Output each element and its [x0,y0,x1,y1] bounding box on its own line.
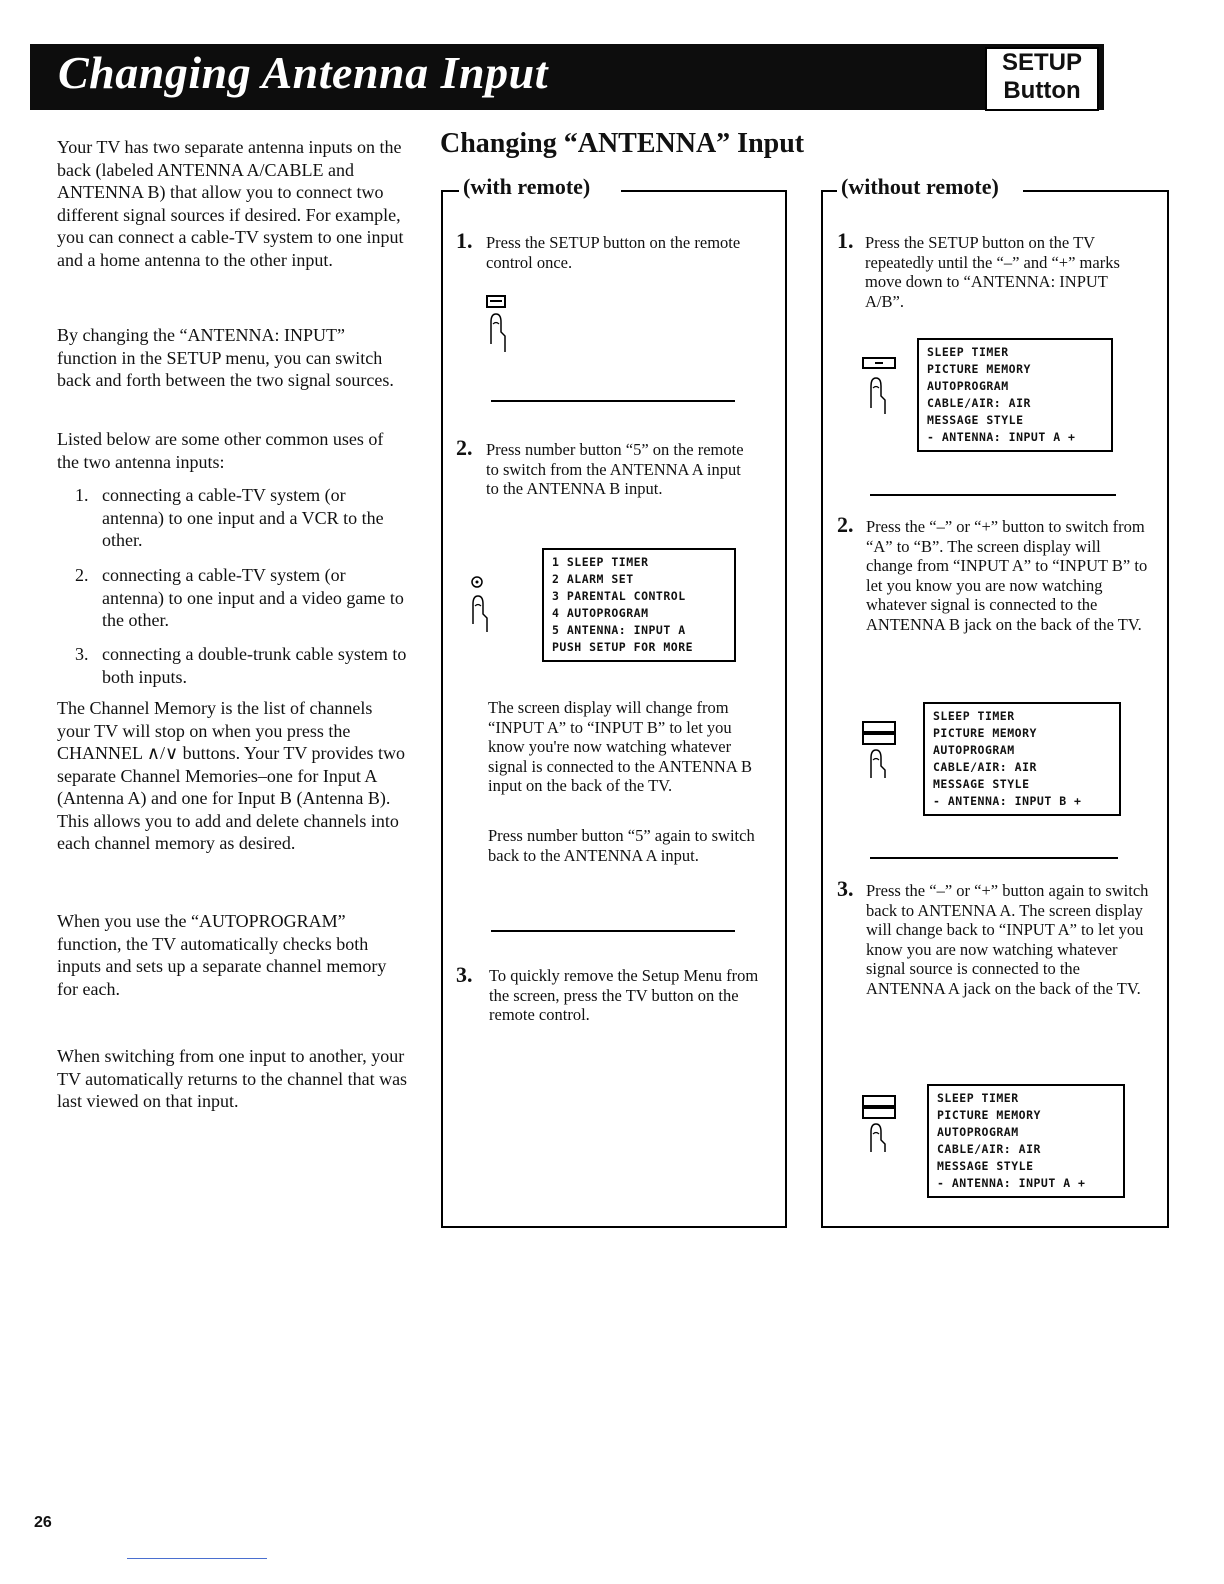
menu-line: PICTURE MEMORY [937,1108,1041,1122]
menu-line: 5 ANTENNA: INPUT A [552,623,686,637]
with-remote-panel [441,174,787,1228]
list-text: connecting a double-trunk cable system to both inputs. [102,644,407,687]
with-remote-title: (with remote) [459,174,594,200]
menu-line: MESSAGE STYLE [927,413,1024,427]
step-number: 3. [837,876,854,901]
menu-line: 4 AUTOPROGRAM [552,606,649,620]
step-text: Press the “–” or “+” button to switch from “A” to “B”. The screen display will change from “INPUT A” to “INPUT B” to let you know you are now watching whatever signal is connected to the ANTENNA B jack on the back of the TV. [866,517,1148,634]
display-change-note: The screen display will change from “INPUT A” to “INPUT B” to let you know you're now watching whatever signal is connected to the ANTENNA B input on the back of the TV. [488,698,752,795]
remote-number-button-icon [465,574,505,634]
list-item [75,643,410,688]
switch-paragraph: By changing the “ANTENNA: INPUT” function in the SETUP menu, you can switch back and forth between the two signal sources. [57,325,394,390]
tv-menu-display-3 [927,1084,1125,1198]
badge-line-1: SETUP [1001,49,1082,76]
step-number: 3. [456,962,473,987]
list-item [75,484,410,552]
menu-line: PICTURE MEMORY [933,726,1037,740]
menu-line: PICTURE MEMORY [927,362,1031,376]
separator [870,494,1116,496]
list-number: 1. [75,485,89,505]
menu-line: 3 PARENTAL CONTROL [552,589,686,603]
step-number: 1. [456,228,473,253]
separator [491,400,735,402]
menu-line: CABLE/AIR: AIR [933,760,1037,774]
menu-line: - ANTENNA: INPUT B + [933,794,1082,808]
panel-top-rule [823,190,837,192]
step-text: Press number button “5” on the remote to switch from the ANTENNA A input to the ANTENNA B input. [486,440,744,498]
menu-line: - ANTENNA: INPUT A + [937,1176,1086,1190]
uses-paragraph: Listed below are some other common uses of the two antenna inputs: [57,429,384,472]
menu-line: CABLE/AIR: AIR [937,1142,1041,1156]
menu-line: MESSAGE STYLE [933,777,1030,791]
menu-line: AUTOPROGRAM [937,1125,1019,1139]
menu-line: 2 ALARM SET [552,572,634,586]
tv-menu-display-1 [917,338,1113,452]
tv-setup-button-icon [861,356,901,416]
step-number: 2. [456,435,473,460]
menu-line: SLEEP TIMER [933,709,1015,723]
menu-line: 1 SLEEP TIMER [552,555,649,569]
separator [870,857,1118,859]
list-number: 3. [75,644,89,664]
autoprogram-paragraph: When you use the “AUTOPROGRAM” function, the TV automatically checks both inputs and sets up a separate channel memory for each. [57,911,387,999]
step-number: 2. [837,512,854,537]
tv-plus-minus-buttons-icon [861,720,901,780]
channel-memory-paragraph: The Channel Memory is the list of channels your TV will stop on when you press the CHANNEL ∧/∨ buttons. Your TV provides two separate Channel Memories–one for Input A (Antenna A) and one for Input B (Antenna B). This allows you to add and delete channels into each channel memory as desired. [57,698,406,853]
menu-line: - ANTENNA: INPUT A + [927,430,1076,444]
panel-top-rule [621,190,785,192]
list-text: connecting a cable-TV system (or antenna) to one input and a video game to the other. [102,565,404,630]
page-number: 26 [34,1514,52,1531]
switching-paragraph: When switching from one input to another, your TV automatically returns to the channel that was last viewed on that input. [57,1046,408,1111]
intro-paragraph: Your TV has two separate antenna inputs on the back (labeled ANTENNA A/CABLE and ANTENNA B) that allow you to connect two different signal sources if desired. For example, you can connect a cable-TV system to one input and a home antenna to the other input. [57,137,404,270]
section-heading: Changing “ANTENNA” Input [440,128,805,159]
list-number: 2. [75,565,89,585]
list-text: connecting a cable-TV system (or antenna) to one input and a VCR to the other. [102,485,384,550]
menu-line: MESSAGE STYLE [937,1159,1034,1173]
without-remote-title: (without remote) [837,174,1003,200]
step-text: Press the SETUP button on the remote control once. [486,233,741,272]
step-text: To quickly remove the Setup Menu from the screen, press the TV button on the remote control. [489,966,759,1024]
footer-rule [127,1558,267,1559]
tv-plus-minus-buttons-icon [861,1094,901,1154]
page-title: Changing Antenna Input [58,47,548,98]
menu-line: CABLE/AIR: AIR [927,396,1031,410]
setup-menu-display [542,548,736,662]
menu-line: SLEEP TIMER [927,345,1009,359]
menu-line: AUTOPROGRAM [933,743,1015,757]
tv-menu-display-2 [923,702,1121,816]
switch-back-note: Press number button “5” again to switch back to the ANTENNA A input. [488,826,755,865]
badge-line-2: Button [1003,77,1081,104]
without-remote-panel [821,174,1169,1228]
menu-line: PUSH SETUP FOR MORE [552,640,694,654]
setup-button-badge [985,47,1099,111]
remote-setup-button-icon [483,294,523,354]
menu-line: AUTOPROGRAM [927,379,1009,393]
step-number: 1. [837,228,854,253]
list-item [75,564,410,632]
separator [491,930,735,932]
menu-line: SLEEP TIMER [937,1091,1019,1105]
step-text: Press the “–” or “+” button again to switch back to ANTENNA A. The screen display will change back to “INPUT A” to let you know you are now watching whatever signal source is connected to the ANTENNA A jack on the back of the TV. [866,881,1149,998]
step-text: Press the SETUP button on the TV repeatedly until the “–” and “+” marks move down to “ANTENNA: INPUT A/B”. [865,233,1120,311]
panel-top-rule [1023,190,1167,192]
